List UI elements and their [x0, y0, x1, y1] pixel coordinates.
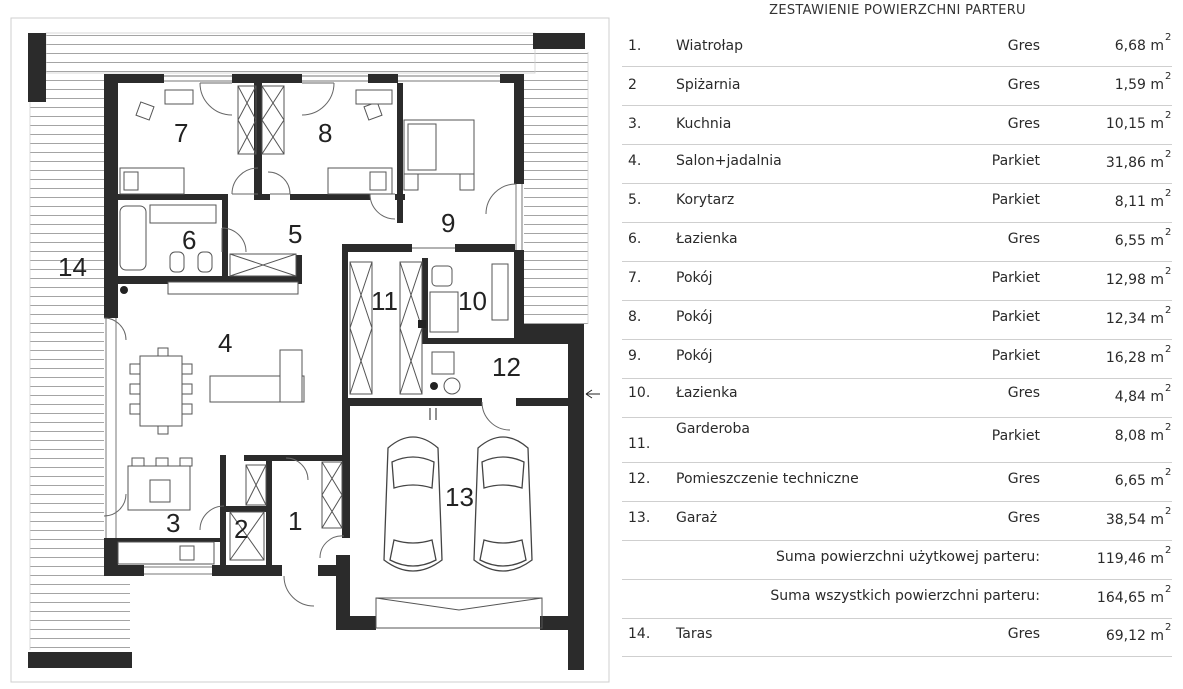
table-row	[622, 184, 1172, 223]
table-row	[622, 463, 1172, 502]
row-number: 11.	[628, 436, 651, 452]
sum-label: Suma wszystkich powierzchni parteru:	[770, 588, 1040, 604]
table-row	[622, 106, 1172, 145]
row-number: 13.	[628, 510, 651, 526]
row-material: Gres	[1007, 471, 1040, 487]
table-row	[622, 28, 1172, 67]
row-material: Parkiet	[991, 428, 1040, 444]
row-area: 12,98 m 2	[1105, 266, 1172, 288]
row-number: 4.	[628, 153, 642, 169]
row-material: Parkiet	[991, 153, 1040, 169]
room-number-11: 11	[371, 286, 398, 316]
table-row	[622, 379, 1172, 418]
row-name: Salon+jadalnia	[676, 153, 782, 169]
row-name: Wiatrołap	[676, 38, 743, 54]
row-area: 1,59 m 2	[1114, 71, 1172, 93]
table-row	[622, 418, 1172, 463]
area-table	[620, 0, 1175, 689]
row-name: Korytarz	[676, 192, 735, 208]
row-name: Garaż	[676, 510, 718, 526]
sum-row-usable	[622, 541, 1172, 580]
row-material: Parkiet	[991, 192, 1040, 208]
row-area: 8,08 m 2	[1114, 422, 1172, 444]
row-name: Łazienka	[676, 231, 738, 247]
sum-area: 119,46 m 2	[1096, 545, 1172, 567]
row-number: 6.	[628, 231, 642, 247]
sum-row-total	[622, 580, 1172, 619]
row-name: Pokój	[676, 309, 713, 325]
row-number: 5.	[628, 192, 642, 208]
row-material: Gres	[1007, 385, 1040, 401]
row-area: 31,86 m 2	[1105, 149, 1172, 171]
room-number-1: 1	[288, 506, 303, 536]
table-title: ZESTAWIENIE POWIERZCHNI PARTERU	[769, 3, 1026, 18]
room-number-5: 5	[288, 219, 303, 249]
room-number-4: 4	[218, 328, 233, 358]
room-number-8: 8	[318, 118, 333, 148]
row-material: Gres	[1007, 116, 1040, 132]
row-area: 4,84 m 2	[1114, 383, 1172, 405]
row-material: Gres	[1007, 510, 1040, 526]
row-number: 7.	[628, 270, 642, 286]
row-material: Gres	[1007, 77, 1040, 93]
row-material: Parkiet	[991, 348, 1040, 364]
table-row	[622, 301, 1172, 340]
row-name: Łazienka	[676, 385, 738, 401]
row-area: 6,68 m 2	[1114, 32, 1172, 54]
room-number-7: 7	[174, 118, 189, 148]
table-row	[622, 145, 1172, 184]
row-name: Pokój	[676, 348, 713, 364]
row-area: 6,55 m 2	[1114, 227, 1172, 249]
room-number-2: 2	[234, 514, 249, 544]
row-material: Parkiet	[991, 309, 1040, 325]
row-material: Gres	[1007, 231, 1040, 247]
row-area: 16,28 m 2	[1105, 344, 1172, 366]
row-area: 38,54 m 2	[1105, 506, 1172, 528]
row-number: 14.	[628, 626, 651, 642]
row-number: 1.	[628, 38, 642, 54]
room-number-9: 9	[441, 208, 456, 238]
row-area: 12,34 m 2	[1105, 305, 1172, 327]
row-area: 6,65 m 2	[1114, 467, 1172, 489]
row-number: 9.	[628, 348, 642, 364]
row-number: 12.	[628, 471, 651, 487]
row-number: 8.	[628, 309, 642, 325]
table-row	[622, 340, 1172, 379]
sum-label: Suma powierzchni użytkowej parteru:	[776, 549, 1040, 565]
row-area: 10,15 m 2	[1105, 110, 1172, 132]
row-name: Garderoba	[676, 421, 750, 437]
room-number-13: 13	[445, 482, 474, 512]
table-row	[622, 262, 1172, 301]
room-number-14: 14	[58, 252, 87, 282]
table-row-terrace	[622, 619, 1172, 657]
table-row	[622, 223, 1172, 262]
room-number-6: 6	[182, 225, 197, 255]
room-number-12: 12	[492, 352, 521, 382]
row-material: Gres	[1007, 38, 1040, 54]
row-name: Kuchnia	[676, 116, 732, 132]
table-row	[622, 502, 1172, 541]
row-area: 8,11 m 2	[1114, 188, 1172, 210]
row-material: Gres	[1007, 626, 1040, 642]
room-number-3: 3	[166, 508, 181, 538]
row-name: Pomieszczenie techniczne	[676, 471, 859, 487]
row-material: Parkiet	[991, 270, 1040, 286]
sum-area: 164,65 m 2	[1096, 584, 1172, 606]
row-number: 10.	[628, 385, 651, 401]
row-name: Spiżarnia	[676, 77, 741, 93]
table-row	[622, 67, 1172, 106]
row-name: Pokój	[676, 270, 713, 286]
row-number: 2	[628, 77, 637, 93]
row-name: Taras	[676, 626, 713, 642]
row-area: 69,12 m 2	[1105, 622, 1172, 644]
room-number-10: 10	[458, 286, 487, 316]
row-number: 3.	[628, 116, 642, 132]
